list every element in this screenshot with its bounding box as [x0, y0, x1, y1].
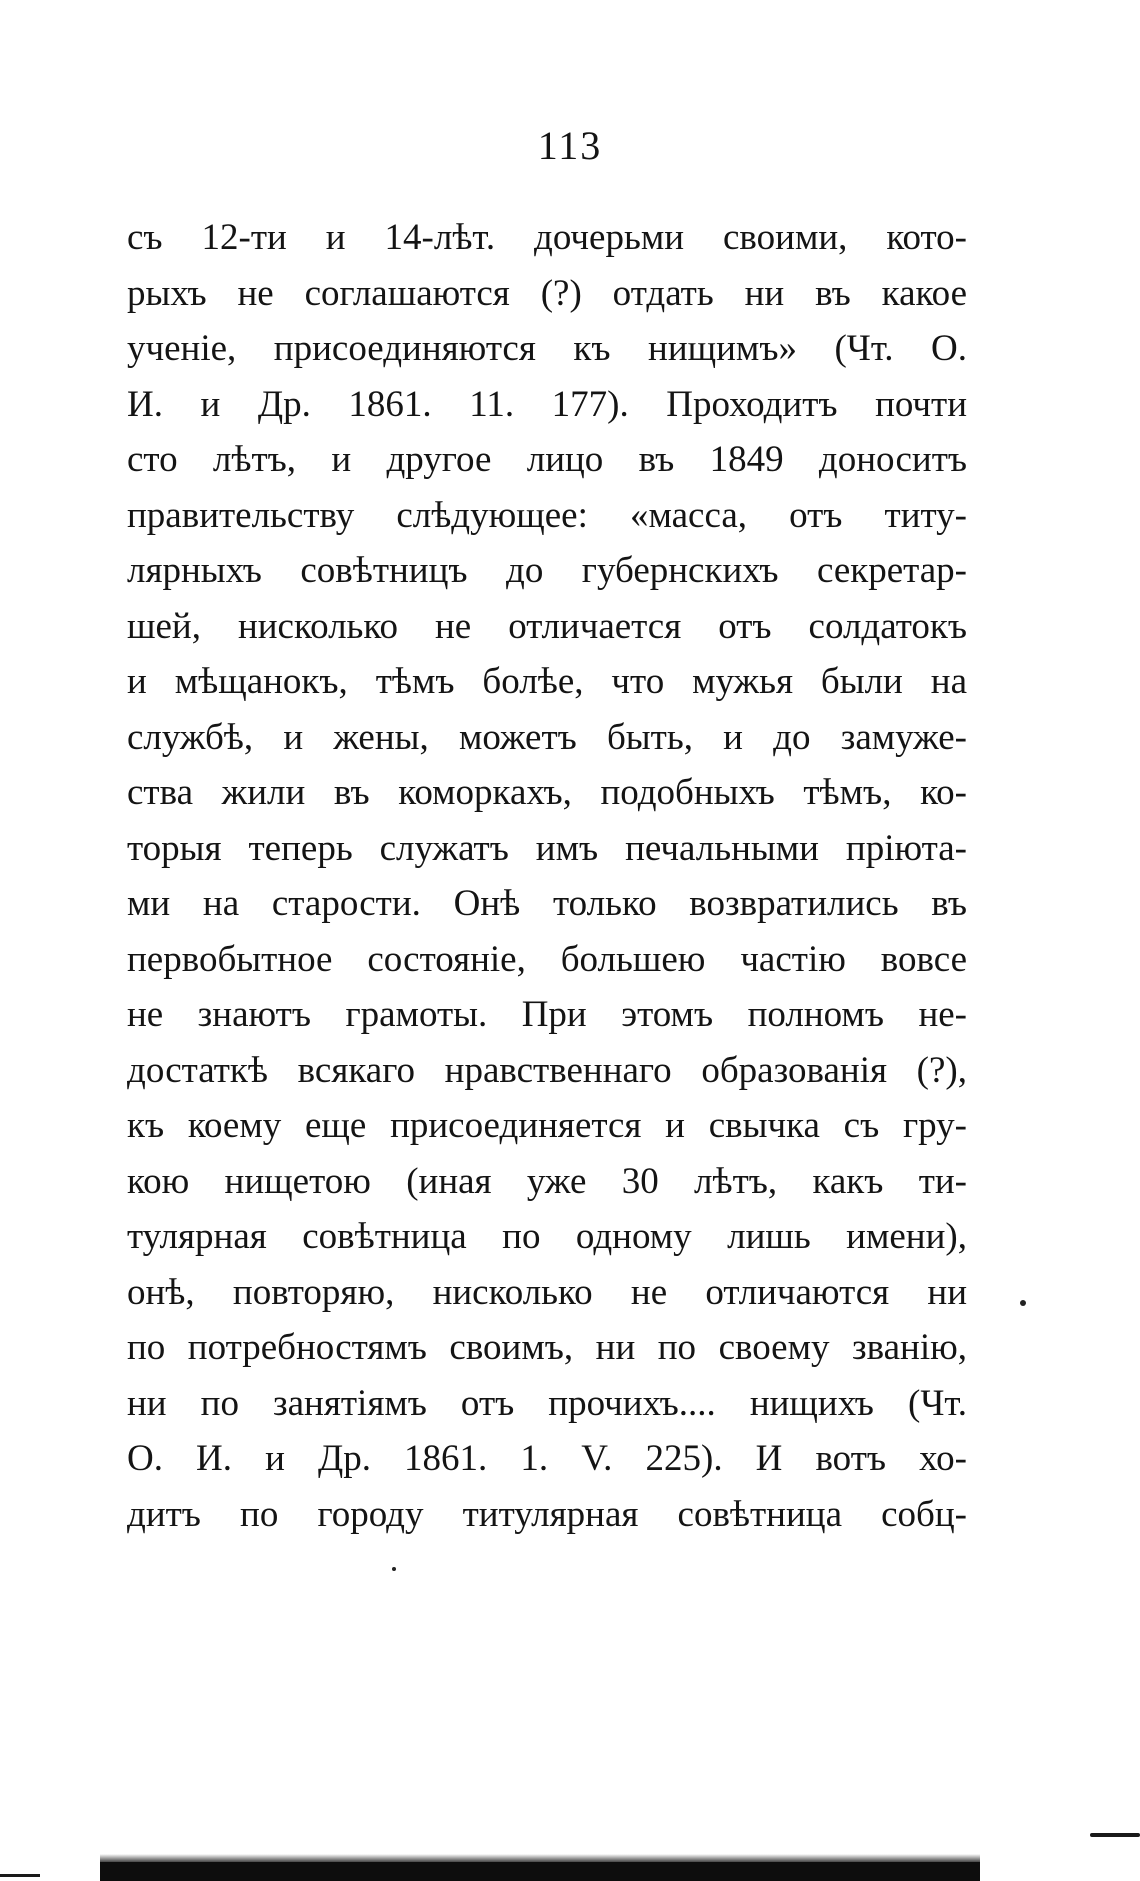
text-line: первобытное состояніе, большею частію вовсе [127, 938, 967, 980]
text-line: правительству слѣдующее: «масса, отъ титу- [127, 494, 967, 536]
text-line: шей, нисколько не отличается отъ солдатокъ [127, 605, 967, 647]
text-line: по потребностямъ своимъ, ни по своему званію, [127, 1327, 967, 1368]
text-line: дитъ по городу титулярная совѣтница собц- [127, 1493, 967, 1535]
text-line: не знаютъ грамоты. При этомъ полномъ не- [127, 994, 967, 1035]
text-line: службѣ, и жены, можетъ быть, и до замуже- [127, 716, 967, 758]
text-line: ства жили въ коморкахъ, подобныхъ тѣмъ, ко- [127, 772, 967, 813]
text-line: кою нищетою (иная уже 30 лѣтъ, какъ ти- [127, 1160, 967, 1202]
page-bottom-edge [100, 1862, 980, 1881]
text-line: ни по занятіямъ отъ прочихъ.... нищихъ (Чт. [127, 1382, 967, 1424]
text-line: лярныхъ совѣтницъ до губернскихъ секретар- [127, 550, 967, 591]
scan-speck [392, 1567, 396, 1571]
text-line: онѣ, повторяю, нисколько не отличаются ни [127, 1271, 967, 1313]
page-number: 113 [537, 123, 603, 168]
text-line: О. И. и Др. 1861. 1. V. 225). И вотъ хо- [127, 1438, 967, 1479]
text-line: сто лѣтъ, и другое лицо въ 1849 доноситъ [127, 439, 967, 480]
margin-mark [1090, 1833, 1140, 1837]
scan-speck [1020, 1300, 1026, 1306]
text-line: И. и Др. 1861. 11. 177). Проходитъ почти [127, 383, 967, 425]
text-line: ученіе, присоединяются къ нищимъ» (Чт. О. [127, 328, 967, 369]
text-line: достаткѣ всякаго нравственнаго образованія (?), [127, 1049, 967, 1091]
text-line: и мѣщанокъ, тѣмъ болѣе, что мужья были на [127, 661, 967, 702]
text-line: съ 12-ти и 14-лѣт. дочерьми своими, кото- [127, 217, 967, 258]
text-line: тулярная совѣтница по одному лишь имени), [127, 1216, 967, 1257]
scan-edge-mark [0, 1874, 40, 1877]
text-line: ми на старости. Онѣ только возвратились въ [127, 883, 967, 924]
text-line: торыя теперь служатъ имъ печальными пріюта- [127, 827, 967, 869]
text-line: къ коему еще присоединяется и свычка съ гру- [127, 1105, 967, 1146]
text-line: рыхъ не соглашаются (?) отдать ни въ какое [127, 272, 967, 314]
body-text [127, 210, 967, 1542]
